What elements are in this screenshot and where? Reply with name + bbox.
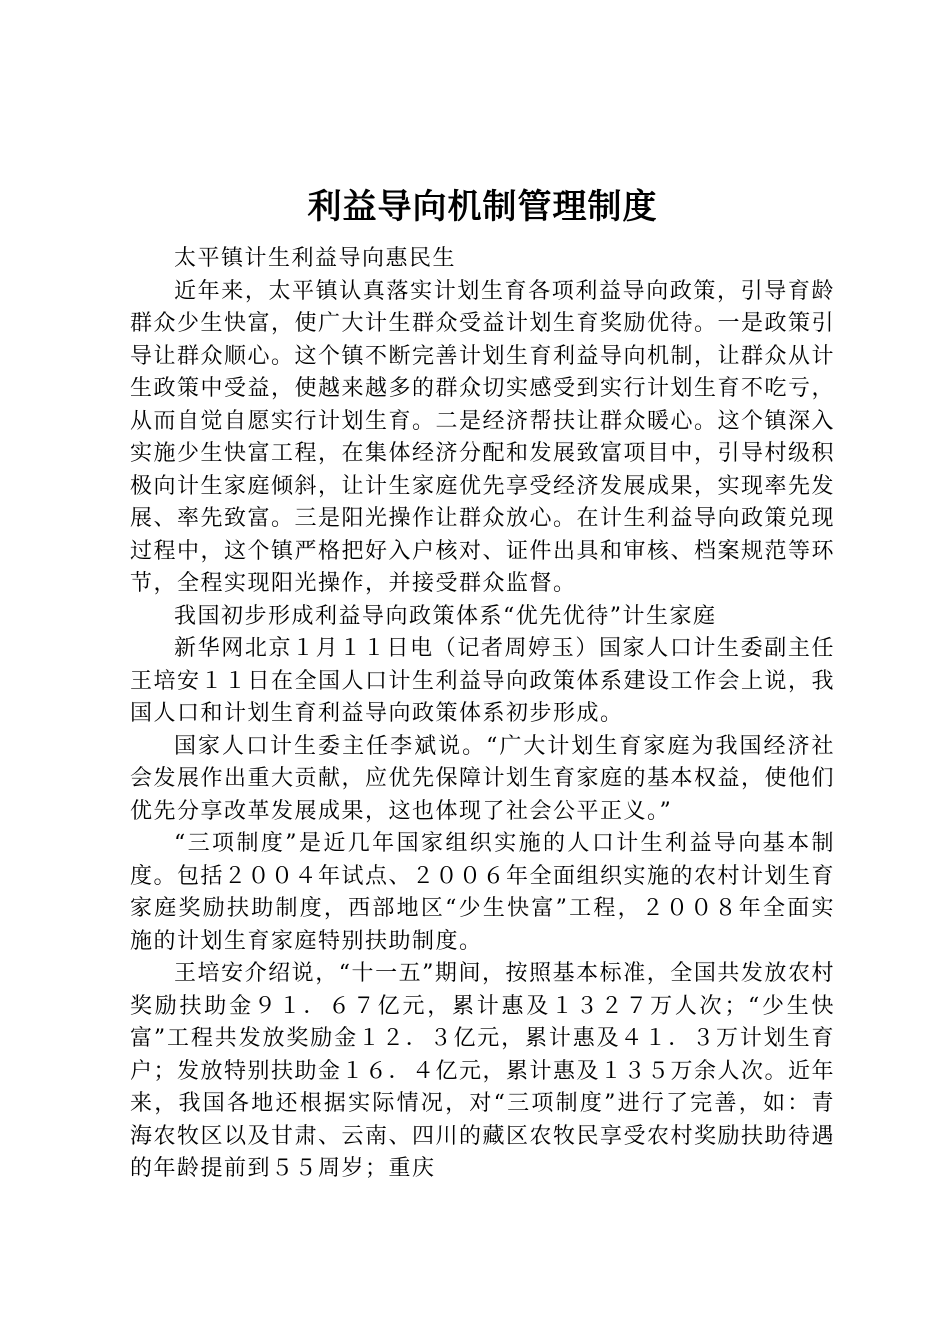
paragraph-body-2: 新华网北京１月１１日电（记者周婷玉）国家人口计生委副主任王培安１１日在全国人口计生利益导向政策体系建设工作会上说，我国人口和计划生育利益导向政策体系初步形成。 — [130, 636, 836, 726]
paragraph-subheading-1: 太平镇计生利益导向惠民生 — [174, 246, 457, 271]
paragraph-subheading-2: 我国初步形成利益导向政策体系“优先优待”计生家庭 — [174, 603, 717, 629]
document-title: 利益导向机制管理制度 — [307, 187, 658, 227]
paragraph-body-3: 国家人口计生委主任李斌说。“广大计划生育家庭为我国经济社会发展作出重大贡献，应优先保障计划生育家庭的基本权益，使他们优先分享改革发展成果，这也体现了社会公平正义。” — [130, 733, 836, 824]
document-page — [130, 185, 835, 1186]
paragraph-body-1: 近年来，太平镇认真落实计划生育各项利益导向政策，引导育龄群众少生快富，使广大计生群众受益计划生育奖励优待。一是政策引导让群众顺心。这个镇不断完善计划生育利益导向机制，让群众从计生政策中受益，使越来越多的群众切实感受到实行计划生育不吃亏，从而自觉自愿实行计划生育。二是经济帮扶让群众暖心。这个镇深入实施少生快富工程，在集体经济分配和发展致富项目中，引导村级积极向计生家庭倾斜，让计生家庭优先享受经济发展成果，实现率先发展、率先致富。三是阳光操作让群众放心。在计生利益导向政策兑现过程中，这个镇严格把好入户核对、证件出具和审核、档案规范等环节，全程实现阳光操作，并接受群众监督。 — [130, 278, 836, 596]
paragraph-body-4: “三项制度”是近几年国家组织实施的人口计生利益导向基本制度。包括２００４年试点、２００６年全面组织实施的农村计划生育家庭奖励扶助制度，西部地区“少生快富”工程，２００８年全面实施的计划生育家庭特别扶助制度。 — [130, 831, 836, 954]
paragraph-body-5: 王培安介绍说，“十一五”期间，按照基本标准，全国共发放农村奖励扶助金９１．６７亿元，累计惠及１３２７万人次；“少生快富”工程共发放奖励金１２．３亿元，累计惠及４１．３万计划生育户；发放特别扶助金１６．４亿元，累计惠及１３５万余人次。近年来，我国各地还根据实际情况，对“三项制度”进行了完善，如：青海农牧区以及甘肃、云南、四川的藏区农牧民享受农村奖励扶助待遇的年龄提前到５５周岁；重庆 — [130, 961, 836, 1181]
